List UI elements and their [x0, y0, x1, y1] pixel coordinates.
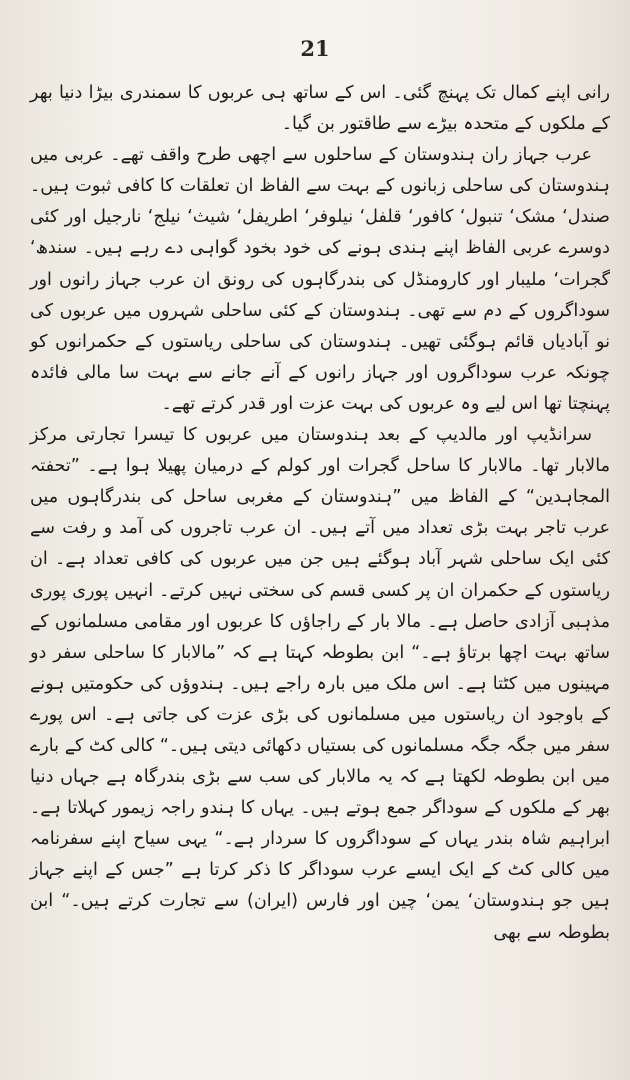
paragraph-malabar: سرانڈیپ اور مالدیپ کے بعد ہندوستان میں عربوں کا تیسرا تجارتی مرکز مالابار تھا۔ مالابار کا ساحل گجرات اور کولم کے درمیان پھیلا ہوا ہے۔ ”تحفتہ المجاہدین“ کے الفاظ میں ”ہندوستان کے مغربی ساحل کی بندرگاہوں میں عرب تاجر بہت بڑی تعداد میں آتے ہیں۔ ان عرب تاجروں کی آمد و رفت سے کئی ایک ساحلی شہر آباد ہوگئے ہیں جن میں عربوں کی کافی تعداد ہے۔ ان ریاستوں کے حکمران ان پر کسی قسم کی سختی نہیں کرتے۔ انہیں پوری پوری مذہبی آزادی حاصل ہے۔ مالا بار کے راجاؤں کا عربوں اور مقامی مسلمانوں کے ساتھ بہت اچھا برتاؤ ہے۔“ ابن بطوطہ کہتا ہے کہ ”مالابار کا ساحلی سفر دو مہینوں میں کٹتا ہے۔ اس ملک میں بارہ راجے ہیں۔ ہندوؤں کی حکومتیں ہونے کے باوجود ان ریاستوں میں مسلمانوں کی بڑی عزت کی جاتی ہے۔ اس پورے سفر میں جگہ جگہ مسلمانوں کی بستیاں دکھائی دیتی ہیں۔“ کالی کٹ کے بارے میں ابن بطوطہ لکھتا ہے کہ یہ مالابار کی سب سے بڑی بندرگاہ ہے جہاں دنیا بھر کے ملکوں کے سوداگر جمع ہوتے ہیں۔ یہاں کا ہندو راجہ زیمور کہلاتا ہے۔ ابراہیم شاہ بندر یہاں کے سوداگروں کا سردار ہے۔“ یہی سیاح اپنے سفرنامہ میں کالی کٹ کے ایک ایسے عرب سوداگر کا ذکر کرتا ہے ”جس کے اپنے جہاز ہیں جو ہندوستان‘ یمن‘ چین اور فارس (ایران) سے تجارت کرتے ہیں۔“ ابن بطوطہ سے بھی	[30, 425, 610, 943]
page-number: 21	[300, 36, 330, 61]
paragraph-fleet: رانی اپنے کمال تک پہنچ گئی۔ اس کے ساتھ ہی عربوں کا سمندری بیڑا دنیا بھر کے ملکوں کے متحدہ بیڑے سے طاقتور بن گیا۔	[30, 83, 610, 135]
page-text-body	[30, 78, 610, 949]
paragraph-arab-sailors: عرب جہاز ران ہندوستان کے ساحلوں سے اچھی طرح واقف تھے۔ عربی میں ہندوستان کی ساحلی زبانوں کے بہت سے الفاظ ان تعلقات کا کافی ثبوت ہیں۔ صندل‘ مشک‘ تنبول‘ کافور‘ قلفل‘ نیلوفر‘ اطریفل‘ شیث‘ نیلج‘ نارجیل اور کئی دوسرے عربی الفاظ اپنے ہندی ہونے کی خود بخود گواہی دے رہے ہیں۔ سندھ‘ گجرات‘ ملیبار اور کارومنڈل کی بندرگاہوں کی رونق ان عرب جہاز رانوں اور سوداگروں کے دم سے تھی۔ ہندوستان کے کئی ساحلی شہروں میں عربوں کی نو آبادیاں قائم ہوگئی تھیں۔ ہندوستان کی ساحلی ریاستوں کے حکمرانوں کو چونکہ عرب سوداگروں اور جہاز رانوں کے آنے جانے سے بہت سا مالی فائدہ پہنچتا تھا اس لیے وہ عربوں کی بہت عزت اور قدر کرتے تھے۔	[30, 145, 610, 414]
